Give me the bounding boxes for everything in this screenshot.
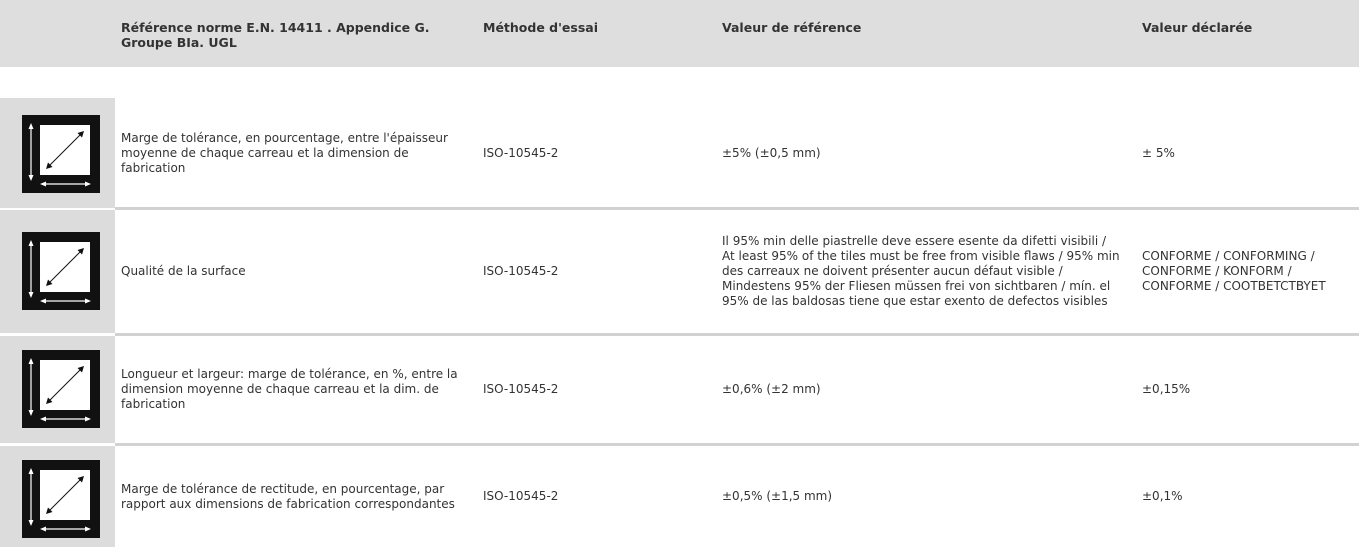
row-test-method: ISO-10545-2 xyxy=(483,145,559,160)
row-declared-value: CONFORME / CONFORMING / CONFORME / KONFORM / CONFORME / COOTBETCTBYET xyxy=(1142,249,1326,293)
dimension-icon xyxy=(22,460,100,538)
row-description: Marge de tolérance, en pourcentage, entre l'épaisseur moyenne de chaque carreau et la dimension de fabrication xyxy=(121,130,448,175)
dimension-icon xyxy=(22,232,100,310)
header-reference: Référence norme E.N. 14411 . Appendice G. Groupe BIa. UGL xyxy=(121,20,430,50)
row-reference-value: Il 95% min delle piastrelle deve essere esente da difetti visibili / At least 95% of the tiles must be free from visible flaws / 95% min des carreaux ne doivent présenter aucun défaut visible / Mindestens 95% der Fliesen müssen frei von sichtbaren / mín. el 95% de las baldosas tiene que estar exento de defectos visibles xyxy=(722,234,1120,308)
row-description: Longueur et largeur: marge de tolérance, en %, entre la dimension moyenne de chaque carreau et la dim. de fabrication xyxy=(121,367,458,411)
dimension-icon xyxy=(22,350,100,428)
table-row xyxy=(0,336,1359,443)
row-reference-value: ±0,6% (±2 mm) xyxy=(722,382,821,396)
row-description: Marge de tolérance de rectitude, en pourcentage, par rapport aux dimensions de fabrication correspondantes xyxy=(121,481,455,511)
dimension-icon xyxy=(22,115,100,193)
header-reference-value: Valeur de référence xyxy=(722,20,862,35)
row-declared-value: ±0,15% xyxy=(1142,382,1191,396)
header-declared-value: Valeur déclarée xyxy=(1142,20,1253,35)
row-declared-value: ±0,1% xyxy=(1142,489,1183,503)
row-test-method: ISO-10545-2 xyxy=(483,382,559,396)
header-test-method: Méthode d'essai xyxy=(483,20,599,35)
table-row xyxy=(0,98,1359,208)
table-header xyxy=(0,0,1359,67)
row-declared-value: ± 5% xyxy=(1142,145,1175,160)
row-description: Qualité de la surface xyxy=(121,264,246,278)
row-test-method: ISO-10545-2 xyxy=(483,264,559,278)
row-test-method: ISO-10545-2 xyxy=(483,489,559,503)
table-row xyxy=(0,446,1359,547)
row-reference-value: ±0,5% (±1,5 mm) xyxy=(722,489,833,503)
table-row xyxy=(0,210,1359,333)
row-reference-value: ±5% (±0,5 mm) xyxy=(722,145,821,160)
